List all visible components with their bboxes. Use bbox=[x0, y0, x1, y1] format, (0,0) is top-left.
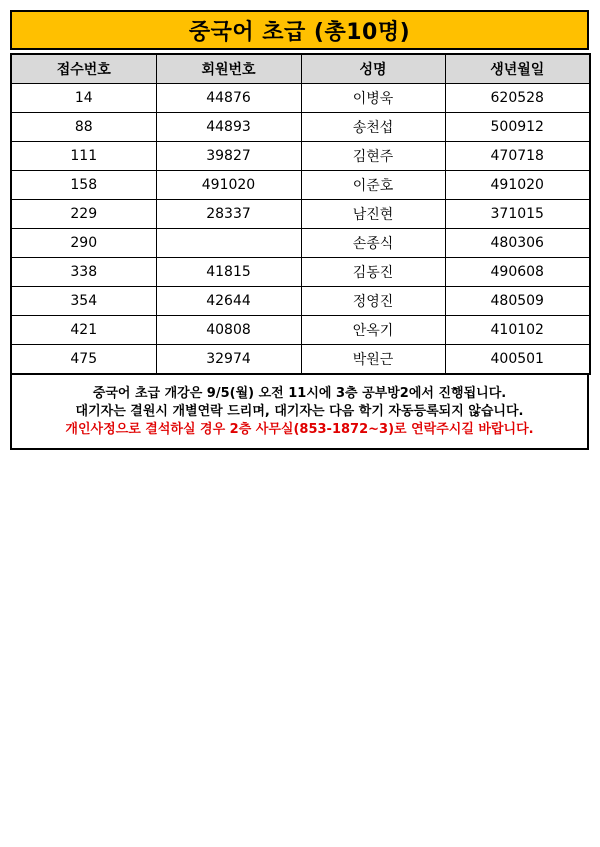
name-cell: 안옥기 bbox=[301, 316, 445, 345]
birthdate-cell: 620528 bbox=[445, 84, 590, 113]
table-row bbox=[11, 113, 590, 142]
table-row bbox=[11, 84, 590, 113]
birthdate-cell: 400501 bbox=[445, 345, 590, 375]
receipt-number-cell: 229 bbox=[11, 200, 156, 229]
receipt-number-cell: 475 bbox=[11, 345, 156, 375]
class-roster-sheet bbox=[10, 10, 589, 450]
receipt-number-cell: 354 bbox=[11, 287, 156, 316]
notice-waitlist-line: 대기자는 결원시 개별연락 드리며, 대기자는 다음 학기 자동등록되지 않습니다. bbox=[75, 403, 524, 419]
table-header-row bbox=[11, 54, 590, 84]
member-number-cell: 32974 bbox=[156, 345, 301, 375]
member-number-cell bbox=[156, 229, 301, 258]
table-row bbox=[11, 258, 590, 287]
name-cell: 남진현 bbox=[301, 200, 445, 229]
table-row bbox=[11, 142, 590, 171]
table-row bbox=[11, 345, 590, 375]
table-row bbox=[11, 287, 590, 316]
birthdate-cell: 371015 bbox=[445, 200, 590, 229]
member-number-cell: 40808 bbox=[156, 316, 301, 345]
birthdate-cell: 500912 bbox=[445, 113, 590, 142]
name-cell: 김동진 bbox=[301, 258, 445, 287]
receipt-number-cell: 338 bbox=[11, 258, 156, 287]
member-number-cell: 491020 bbox=[156, 171, 301, 200]
birthdate-cell: 480306 bbox=[445, 229, 590, 258]
name-cell: 송천섭 bbox=[301, 113, 445, 142]
table-row bbox=[11, 316, 590, 345]
notice-schedule-line: 중국어 초급 개강은 9/5(월) 오전 11시에 3층 공부방2에서 진행됩니다. bbox=[92, 385, 507, 401]
receipt-number-cell: 111 bbox=[11, 142, 156, 171]
name-cell: 김현주 bbox=[301, 142, 445, 171]
table-row bbox=[11, 171, 590, 200]
receipt-number-cell: 290 bbox=[11, 229, 156, 258]
page-title: 중국어 초급 (총10명) bbox=[10, 10, 589, 50]
table-row bbox=[11, 200, 590, 229]
column-header-member-number: 회원번호 bbox=[156, 54, 301, 84]
name-cell: 이준호 bbox=[301, 171, 445, 200]
member-number-cell: 42644 bbox=[156, 287, 301, 316]
roster-table bbox=[10, 53, 591, 375]
member-number-cell: 39827 bbox=[156, 142, 301, 171]
member-number-cell: 28337 bbox=[156, 200, 301, 229]
name-cell: 손종식 bbox=[301, 229, 445, 258]
name-cell: 박원근 bbox=[301, 345, 445, 375]
birthdate-cell: 470718 bbox=[445, 142, 590, 171]
receipt-number-cell: 88 bbox=[11, 113, 156, 142]
table-row bbox=[11, 229, 590, 258]
member-number-cell: 41815 bbox=[156, 258, 301, 287]
name-cell: 정영진 bbox=[301, 287, 445, 316]
birthdate-cell: 491020 bbox=[445, 171, 590, 200]
member-number-cell: 44876 bbox=[156, 84, 301, 113]
birthdate-cell: 410102 bbox=[445, 316, 590, 345]
receipt-number-cell: 14 bbox=[11, 84, 156, 113]
name-cell: 이병욱 bbox=[301, 84, 445, 113]
notice-absence-contact-line: 개인사정으로 결석하실 경우 2층 사무실(853-1872~3)로 연락주시길 바랍니다. bbox=[65, 421, 534, 437]
birthdate-cell: 480509 bbox=[445, 287, 590, 316]
birthdate-cell: 490608 bbox=[445, 258, 590, 287]
member-number-cell: 44893 bbox=[156, 113, 301, 142]
receipt-number-cell: 421 bbox=[11, 316, 156, 345]
column-header-birthdate: 생년월일 bbox=[445, 54, 590, 84]
notice-box bbox=[10, 375, 589, 450]
column-header-name: 성명 bbox=[301, 54, 445, 84]
column-header-receipt-number: 접수번호 bbox=[11, 54, 156, 84]
receipt-number-cell: 158 bbox=[11, 171, 156, 200]
